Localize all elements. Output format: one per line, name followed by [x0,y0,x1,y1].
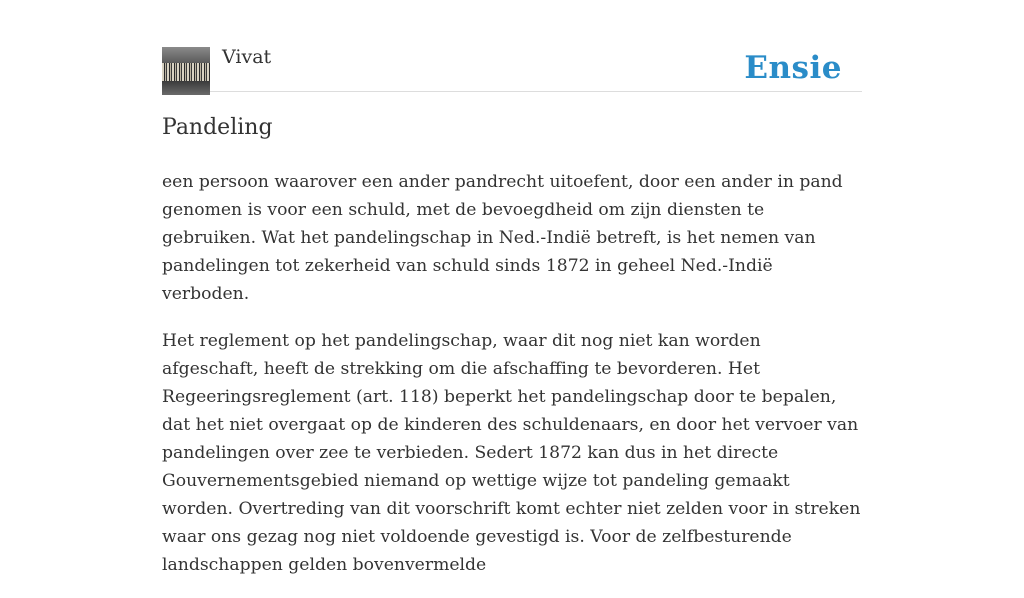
bookshelf-icon [162,63,210,81]
article-body [162,168,862,598]
avatar-shelf-top [162,47,210,63]
avatar[interactable] [162,47,210,95]
paragraph-2: Het reglement op het pandelingschap, waar dit nog niet kan worden afgeschaft, heeft de strekking om die afschaffing te bevorderen. Het Regeeringsreglement (art. 118) beperkt het pandelingschap door te bepalen, dat het niet overgaat op de kinderen des schuldenaars, en door het vervoer van pandelingen over zee te verbieden. Sedert 1872 kan dus in het directe Gouvernementsgebied niemand op wettige wijze tot pandeling gemaakt worden. Overtreding van dit voorschrift komt echter niet zelden voor in streken waar ons gezag nog niet voldoende gevestigd is. Voor de zelfbesturende landschappen gelden bovenvermelde [162,331,861,575]
paragraph-1: een persoon waarover een ander pandrecht uitoefent, door een ander in pand genomen is voor een schuld, met de bevoegdheid om zijn diensten te gebruiken. Wat het pandelingschap in Ned.-Indië betreft, is het nemen van pandelingen tot zekerheid van schuld sinds 1872 in geheel Ned.-Indië verboden. [162,172,843,304]
brand-logo[interactable]: Ensie [744,50,842,86]
header [162,0,862,92]
page-title: Pandeling [162,115,273,140]
avatar-shelf-bottom [162,81,210,95]
author-link[interactable]: Vivat [222,46,272,68]
content-container [162,0,862,575]
